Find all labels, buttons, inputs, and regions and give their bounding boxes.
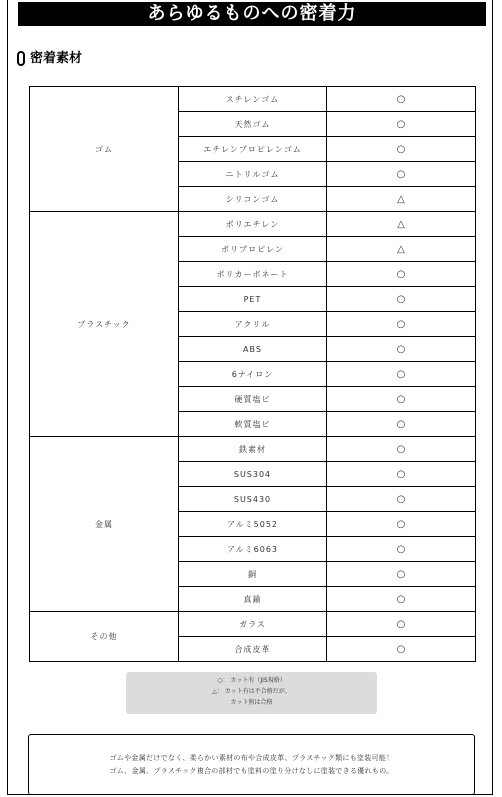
material-cell: PET — [179, 287, 327, 312]
table-row — [30, 212, 476, 237]
legend-box — [126, 672, 377, 714]
material-cell: SUS430 — [179, 487, 327, 512]
rating-cell: ○ — [327, 412, 476, 437]
section-marker-icon — [17, 51, 25, 66]
rating-cell: ○ — [327, 487, 476, 512]
rating-cell: ○ — [327, 262, 476, 287]
material-cell: 6ナイロン — [179, 362, 327, 387]
rating-cell: ○ — [327, 387, 476, 412]
category-cell: その他 — [30, 612, 179, 662]
rating-cell: ○ — [327, 87, 476, 112]
page-banner-title: あらゆるものへの密着力 — [18, 2, 486, 26]
rating-cell: ○ — [327, 562, 476, 587]
material-cell: スチレンゴム — [179, 87, 327, 112]
table-row — [30, 87, 476, 112]
material-cell: シリコンゴム — [179, 187, 327, 212]
material-cell: 銅 — [179, 562, 327, 587]
table-row — [30, 437, 476, 462]
material-cell: 天然ゴム — [179, 112, 327, 137]
legend-line-circle: ○： カット有（JIS規格） — [217, 677, 286, 684]
rating-cell: ○ — [327, 587, 476, 612]
adhesion-table — [29, 86, 476, 662]
material-cell: 合成皮革 — [179, 637, 327, 662]
rating-cell: △ — [327, 237, 476, 262]
material-cell: ガラス — [179, 612, 327, 637]
material-cell: ポリプロピレン — [179, 237, 327, 262]
rating-cell: ○ — [327, 362, 476, 387]
rating-cell: ○ — [327, 287, 476, 312]
material-cell: エチレンプロピレンゴム — [179, 137, 327, 162]
rating-cell: ○ — [327, 112, 476, 137]
material-cell: 真鍮 — [179, 587, 327, 612]
rating-cell: ○ — [327, 137, 476, 162]
material-cell: アルミ5052 — [179, 512, 327, 537]
rating-cell: ○ — [327, 437, 476, 462]
material-cell: 軟質塩ビ — [179, 412, 327, 437]
adhesion-table-body — [30, 87, 476, 662]
note-box — [28, 734, 475, 795]
category-cell: プラスチック — [30, 212, 179, 437]
rating-cell: ○ — [327, 537, 476, 562]
material-cell: 鉄素材 — [179, 437, 327, 462]
material-cell: ニトリルゴム — [179, 162, 327, 187]
rating-cell: ○ — [327, 337, 476, 362]
material-cell: ABS — [179, 337, 327, 362]
material-cell: 硬質塩ビ — [179, 387, 327, 412]
material-cell: SUS304 — [179, 462, 327, 487]
rating-cell: △ — [327, 212, 476, 237]
rating-cell: ○ — [327, 612, 476, 637]
note-line-1: ゴムや金属だけでなく、柔らかい素材の布や合成皮革、プラスチック類にも塗装可能！ — [109, 754, 394, 762]
section-title: 密着素材 — [30, 51, 83, 66]
rating-cell: ○ — [327, 637, 476, 662]
category-cell: 金属 — [30, 437, 179, 612]
rating-cell: ○ — [327, 162, 476, 187]
material-cell: ポリカーボネート — [179, 262, 327, 287]
rating-cell: ○ — [327, 312, 476, 337]
legend-line-triangle-cont: カット無は合格 — [230, 699, 273, 706]
rating-cell: △ — [327, 187, 476, 212]
category-cell: ゴム — [30, 87, 179, 212]
note-line-2: ゴム、金属、プラスチック複合の部材でも塗料の塗り分けなしに塗装できる優れもの。 — [109, 767, 394, 775]
legend-line-triangle: △： カット有は不合格だが、 — [212, 688, 291, 695]
material-cell: アルミ6063 — [179, 537, 327, 562]
rating-cell: ○ — [327, 512, 476, 537]
rating-cell: ○ — [327, 462, 476, 487]
table-row — [30, 612, 476, 637]
material-cell: ポリエチレン — [179, 212, 327, 237]
material-cell: アクリル — [179, 312, 327, 337]
